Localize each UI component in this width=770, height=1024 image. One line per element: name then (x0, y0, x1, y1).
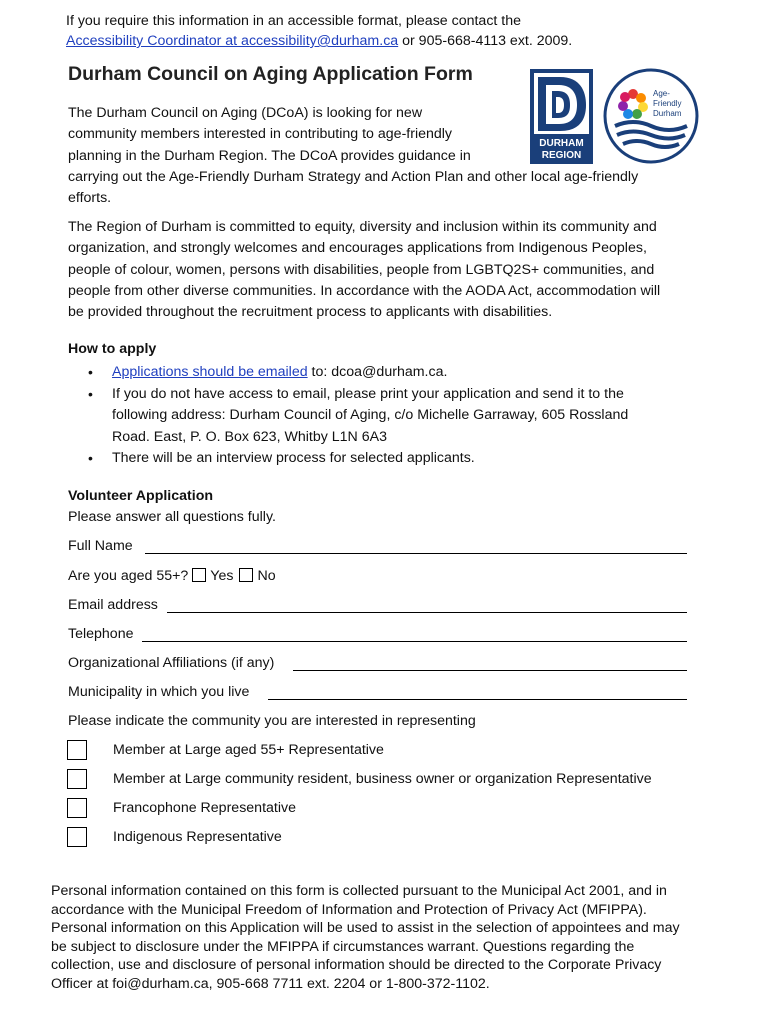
municipality-field[interactable] (268, 699, 687, 700)
community-prompt: Please indicate the community you are interested in representing (68, 713, 476, 729)
privacy-line: Personal information contained on this form is collected pursuant to the Municipal Act 2001, and in (51, 883, 667, 899)
aged-question-row (68, 568, 276, 584)
applications-email-link[interactable]: Applications should be emailed (112, 364, 308, 380)
no-label: No (257, 568, 276, 584)
how-to-apply-heading: How to apply (68, 341, 157, 357)
telephone-label: Telephone (68, 626, 134, 642)
how-to-apply-list (68, 362, 728, 470)
municipality-label: Municipality in which you live (68, 684, 250, 700)
intro-p2-line: The Region of Durham is committed to equity, diversity and inclusion within its community and (68, 219, 657, 235)
intro-paragraph-2 (68, 217, 660, 323)
intro-p2-line: be provided throughout the recruitment process to applicants with disabilities. (68, 304, 553, 321)
full-name-field[interactable] (145, 553, 687, 554)
option-checkbox-member-55[interactable] (67, 740, 87, 760)
bullet-mail-line: following address: Durham Council of Aging, c/o Michelle Garraway, 605 Rossland (112, 407, 629, 424)
bullet-mail-line: Road. East, P. O. Box 623, Whitby L1N 6A3 (112, 428, 387, 445)
svg-text:Friendly: Friendly (653, 99, 682, 108)
telephone-field[interactable] (142, 641, 687, 642)
email-field[interactable] (167, 612, 687, 613)
option-label-member-55: Member at Large aged 55+ Representative (113, 742, 384, 758)
bullet-interview: • There will be an interview process for selected applicants. (68, 448, 728, 470)
accessibility-phone: or 905-668-4113 ext. 2009. (398, 33, 573, 49)
intro-p1-line: The Durham Council on Aging (DCoA) is looking for new (68, 105, 423, 121)
intro-paragraph-1 (68, 103, 638, 209)
bullet-mail (68, 384, 728, 449)
svg-text:Durham: Durham (653, 109, 682, 118)
volunteer-heading: Volunteer Application (68, 488, 214, 504)
bullet-mail-line: • If you do not have access to email, please print your application and send it to the (112, 385, 624, 402)
affiliations-label: Organizational Affiliations (if any) (68, 655, 275, 671)
privacy-line: be subject to disclosure under the MFIPPA if circumstances warrant. Questions regarding the (51, 938, 635, 955)
privacy-line: collection, use and disclosure of personal information should be directed to the Corporate Privacy (51, 957, 662, 974)
privacy-notice (51, 882, 680, 994)
intro-p2-line: organization, and strongly welcomes and encourages applications from Indigenous Peoples, (68, 240, 647, 257)
option-label-francophone: Francophone Representative (113, 800, 296, 816)
intro-p1-line: planning in the Durham Region. The DCoA provides guidance in (68, 147, 471, 164)
privacy-line: accordance with the Municipal Freedom of Information and Protection of Privacy Act (MFIPPA). (51, 901, 647, 918)
full-name-label: Full Name (68, 538, 133, 554)
option-label-indigenous: Indigenous Representative (113, 829, 282, 845)
privacy-line: Officer at foi@durham.ca, 905-668 7711 ext. 2204 or 1-800-372-1102. (51, 975, 490, 992)
accessibility-line-2 (66, 31, 572, 51)
accessibility-line-1: If you require this information in an accessible format, please contact the (66, 13, 522, 29)
email-label: Email address (68, 597, 158, 613)
option-label-member-community: Member at Large community resident, business owner or organization Representative (113, 771, 652, 787)
option-checkbox-member-community[interactable] (67, 769, 87, 789)
accessibility-coordinator-link[interactable]: Accessibility Coordinator at accessibility@durham.ca (66, 33, 399, 49)
intro-p2-line: people from other diverse communities. In accordance with the AODA Act, accommodation will (68, 282, 661, 299)
intro-p1-line: efforts. (68, 190, 112, 207)
svg-text:REGION: REGION (541, 150, 582, 161)
page-title: Durham Council on Aging Application Form (68, 63, 473, 85)
affiliations-field[interactable] (293, 670, 687, 671)
intro-p2-line: people of colour, women, persons with disabilities, people from LGBTQ2S+ communities, and (68, 261, 655, 278)
volunteer-subheading: Please answer all questions fully. (68, 509, 276, 525)
bullet-email-rest: to: dcoa@durham.ca. (307, 364, 448, 380)
privacy-line: Personal information on this Application will be used to assist in the selection of appointees and may (51, 920, 680, 937)
svg-text:Age-: Age- (653, 89, 670, 98)
bullet-email (68, 362, 728, 384)
yes-label: Yes (210, 568, 234, 584)
aged-question-label: Are you aged 55+? (68, 568, 189, 584)
svg-text:DURHAM: DURHAM (539, 138, 584, 149)
option-checkbox-francophone[interactable] (67, 798, 87, 818)
no-checkbox[interactable] (239, 568, 253, 582)
option-checkbox-indigenous[interactable] (67, 827, 87, 847)
intro-p1-line: community members interested in contributing to age-friendly (68, 126, 453, 143)
intro-p1-line: carrying out the Age-Friendly Durham Strategy and Action Plan and other local age-friendly (68, 168, 639, 185)
yes-checkbox[interactable] (192, 568, 206, 582)
accessibility-notice (66, 11, 572, 51)
